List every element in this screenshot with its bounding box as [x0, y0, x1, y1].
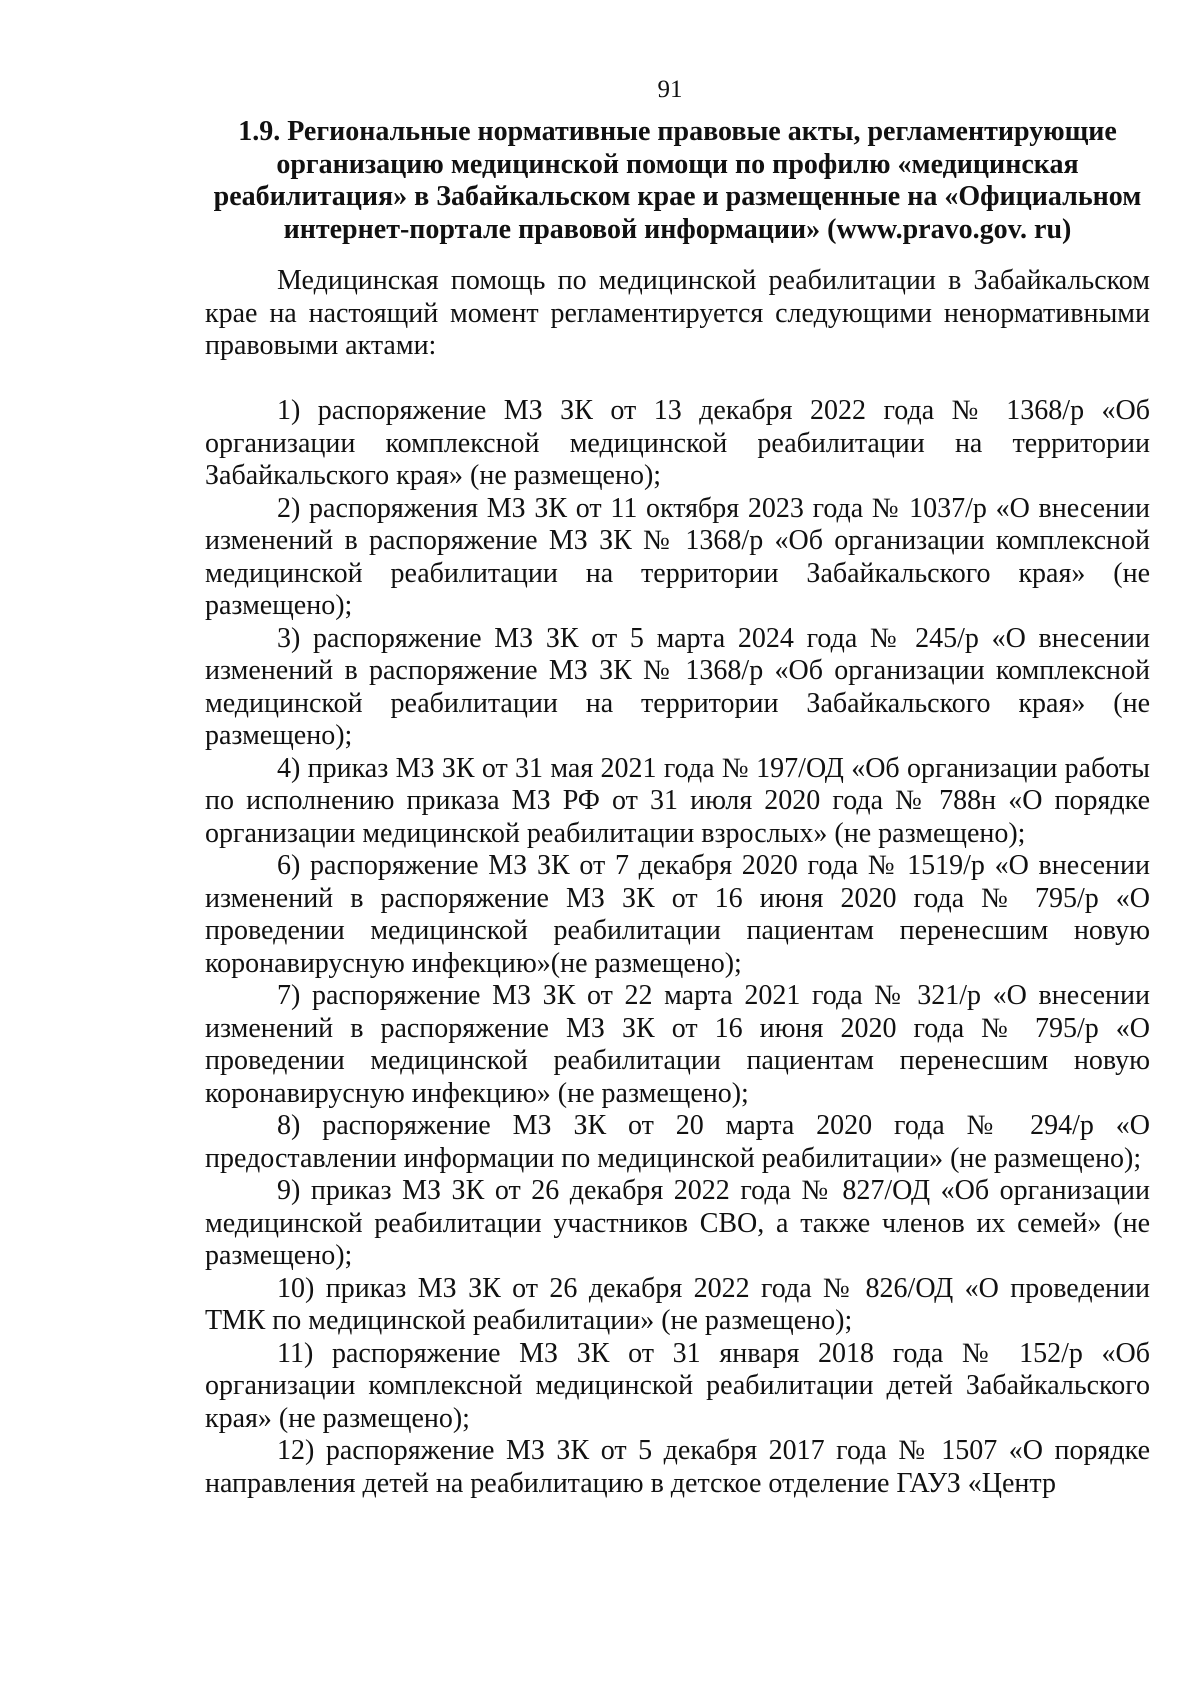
list-item: 8) распоряжение МЗ ЗК от 20 марта 2020 года № 294/р «О предоставлении информации по медицинской реабилитации» (не размещено);	[205, 1110, 1150, 1174]
list-item: 3) распоряжение МЗ ЗК от 5 марта 2024 года № 245/р «О внесении изменений в распоряжение МЗ ЗК № 1368/р «Об организации комплексной медицинской реабилитации на территории Забайкальского края» (не размещено);	[205, 622, 1150, 751]
intro-paragraph	[205, 265, 1150, 363]
intro-text: Медицинская помощь по медицинской реабилитации в Забайкальском крае на настоящий момент регламентируется следующими ненормативными правовыми актами:	[205, 265, 1150, 361]
section-heading: 1.9. Региональные нормативные правовые акты, регламентирующие организацию медицинской помощи по профилю «медицинская реабилитация» в Забайкальском крае и размещенные на «Официальном интернет-портале правовой информации» (www.pravo.gov. ru)	[213, 116, 1142, 245]
page-number: 91	[657, 76, 683, 103]
list-item: 1) распоряжение МЗ ЗК от 13 декабря 2022 года № 1368/р «Об организации комплексной медицинской реабилитации на территории Забайкальского края» (не размещено);	[205, 395, 1150, 491]
list-item: 2) распоряжения МЗ ЗК от 11 октября 2023 года № 1037/р «О внесении изменений в распоряжение МЗ ЗК № 1368/р «Об организации комплексной медицинской реабилитации на территории Забайкальского края» (не размещено);	[205, 492, 1150, 621]
list-item: 11) распоряжение МЗ ЗК от 31 января 2018 года № 152/р «Об организации комплексной медицинской реабилитации детей Забайкальского края» (не размещено);	[205, 1337, 1150, 1434]
list-item: 7) распоряжение МЗ ЗК от 22 марта 2021 года № 321/р «О внесении изменений в распоряжение МЗ ЗК от 16 июня 2020 года № 795/р «О проведении медицинской реабилитации пациентам перенесшим новую коронавирусную инфекцию» (не размещено);	[205, 980, 1150, 1109]
list-item: 12) распоряжение МЗ ЗК от 5 декабря 2017 года № 1507 «О порядке направления детей на реабилитацию в детское отделение ГАУЗ «Центр	[205, 1435, 1150, 1499]
list-item: 4) приказ МЗ ЗК от 31 мая 2021 года № 197/ОД «Об организации работы по исполнению приказа МЗ РФ от 31 июля 2020 года № 788н «О порядке организации медицинской реабилитации взрослых» (не размещено);	[205, 752, 1150, 849]
list-item: 9) приказ МЗ ЗК от 26 декабря 2022 года № 827/ОД «Об организации медицинской реабилитации участников СВО, а также членов их семей» (не размещено);	[205, 1175, 1150, 1271]
list-item: 6) распоряжение МЗ ЗК от 7 декабря 2020 года № 1519/р «О внесении изменений в распоряжение МЗ ЗК от 16 июня 2020 года № 795/р «О проведении медицинской реабилитации пациентам перенесшим новую коронавирусную инфекцию»(не размещено);	[205, 850, 1150, 979]
acts-list	[205, 395, 1150, 1500]
list-item: 10) приказ МЗ ЗК от 26 декабря 2022 года № 826/ОД «О проведении ТМК по медицинской реабилитации» (не размещено);	[205, 1272, 1150, 1336]
